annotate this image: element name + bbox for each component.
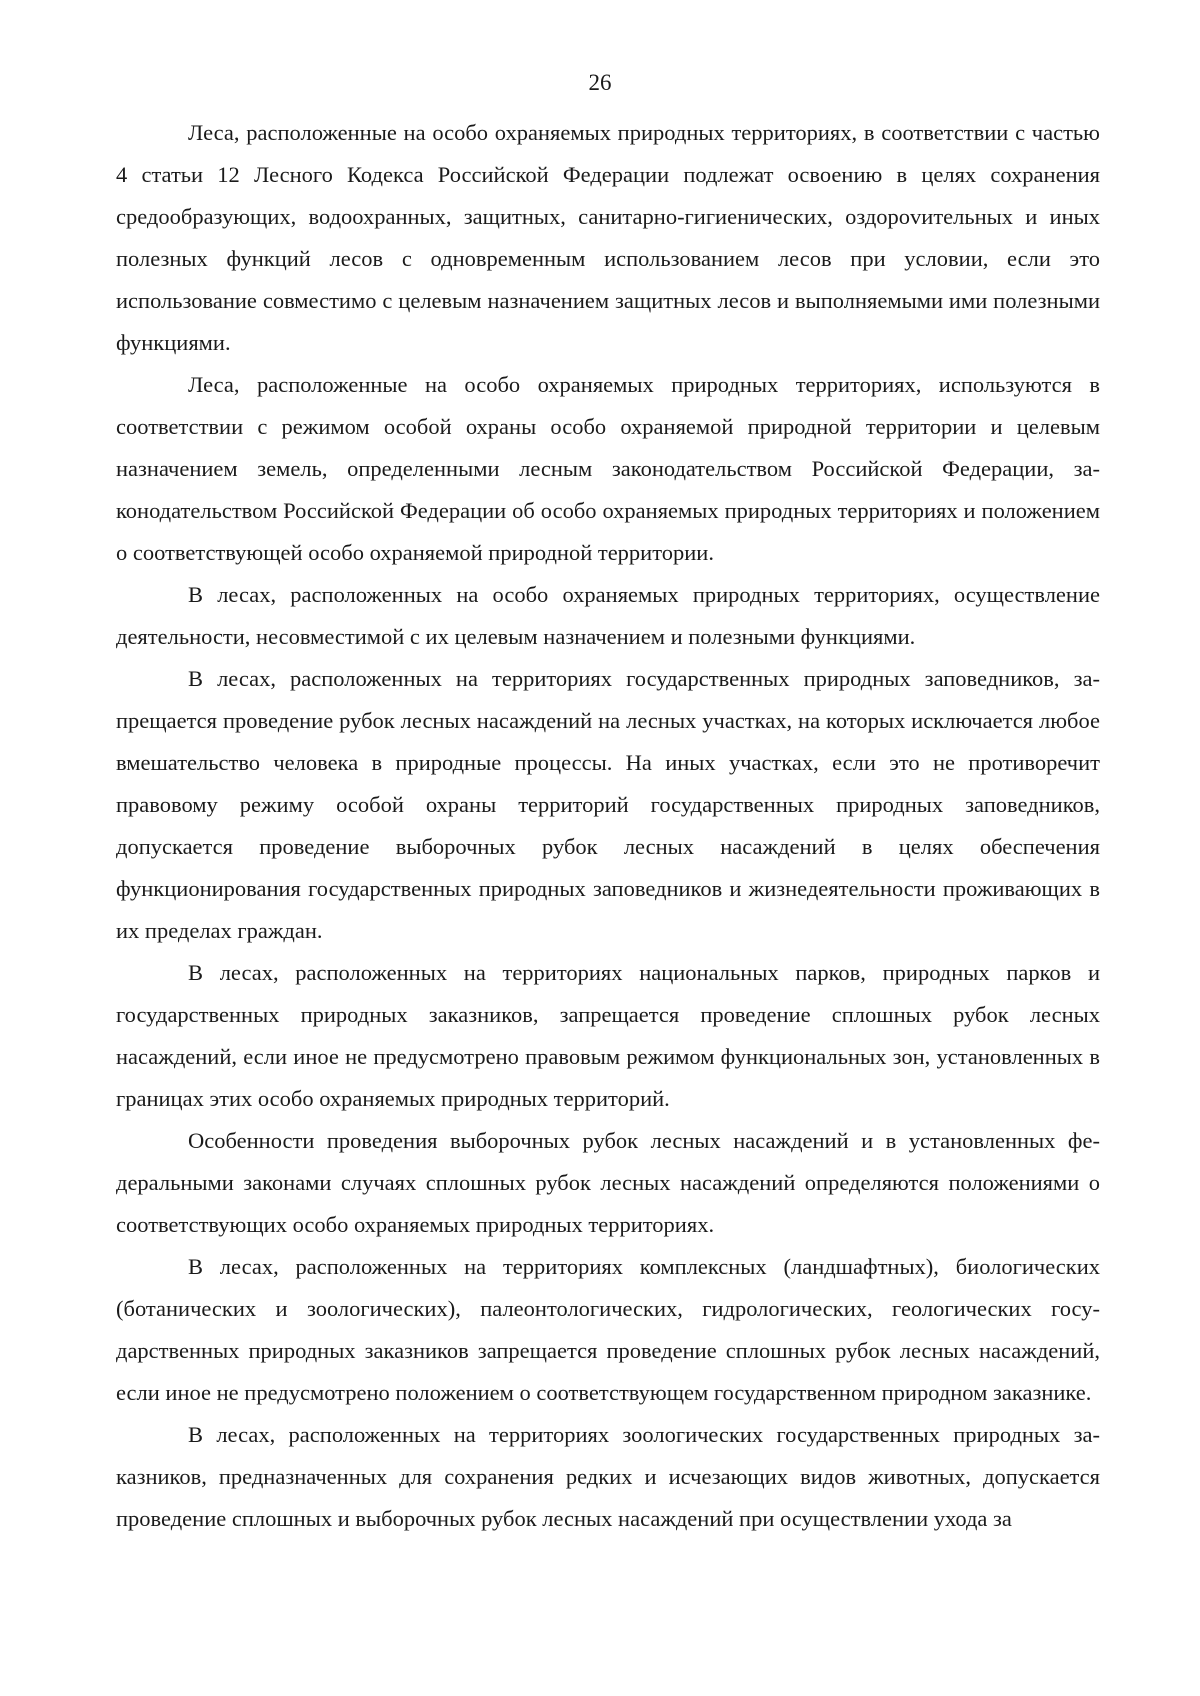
paragraph-5: В лесах, расположенных на территориях национальных парков, природных парков и государственных природных заказников, запрещается проведение сплошных рубок лесных насаждений, если иное не предусмотрено правовым режимом функциональных зон, установленных в границах этих особо охраняемых природных территорий. [116, 960, 1100, 1111]
page-number: 26 [588, 70, 612, 95]
paragraph-3: В лесах, расположенных на особо охраняемых природных территориях, осуществление деятельности, несовместимой с их целевым назначением и полезными функциями. [116, 582, 1100, 649]
paragraph-4: В лесах, расположенных на территориях государственных природных заповедников, запрещается проведение рубок лесных насаждений на лесных участках, на которых исключается любое вмешательство человека в природные процессы. На иных участках, если это не противоречит правовому режиму особой охраны территорий государственных природных заповедников, допускается проведение выборочных рубок лесных насаждений в целях обеспечения функционирования государственных природных заповедников и жизнедеятельности проживающих в их пределах граждан. [116, 666, 1100, 943]
paragraph-1: Леса, расположенные на особо охраняемых природных территориях, в соответствии с частью 4 статьи 12 Лесного Кодекса Российской Федерации подлежат освоению в целях сохранения средообразующих, водоохранных, защитных, санитарно-гигиенических, оздороvительных и иных полезных функций лесов с одновременным использованием лесов при условии, если это использование совместимо с целевым назначением защитных лесов и выполняемыми ими полезными функциями. [116, 120, 1100, 355]
paragraph-6: Особенности проведения выборочных рубок лесных насаждений и в установленных федеральными законами случаях сплошных рубок лесных насаждений определяются положениями о соответствующих особо охраняемых природных территориях. [116, 1128, 1100, 1237]
paragraph-2: Леса, расположенные на особо охраняемых природных территориях, используются в соответствии с режимом особой охраны особо охраняемой природной территории и целевым назначением земель, определенными лесным законодательством Российской Федерации, законодательством Российской Федерации об особо охраняемых природных территориях и положением о соответствующей особо охраняемой природной территории. [116, 372, 1100, 565]
paragraph-7: В лесах, расположенных на территориях комплексных (ландшафтных), биологических (ботанических и зоологических), палеонтологических, гидрологических, геологических государственных природных заказников запрещается проведение сплошных рубок лесных насаждений, если иное не предусмотрено положением о соответствующем государственном природном заказнике. [116, 1254, 1100, 1405]
document-body [116, 112, 1100, 1540]
paragraph-8: В лесах, расположенных на территориях зоологических государственных природных заказников, предназначенных для сохранения редких и исчезающих видов животных, допускается проведение сплошных и выборочных рубок лесных насаждений при осуществлении ухода за [116, 1422, 1100, 1531]
